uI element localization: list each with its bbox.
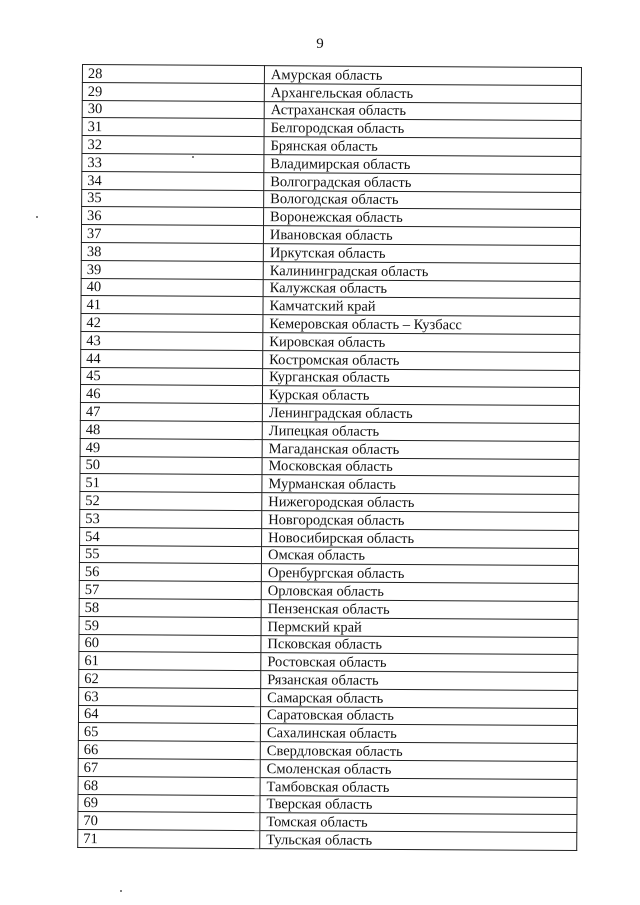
region-name-cell: Калужская область bbox=[263, 279, 580, 299]
row-number-cell: 48 bbox=[80, 420, 262, 439]
region-name-cell: Новосибирская область bbox=[262, 528, 579, 548]
region-name-cell: Амурская область bbox=[264, 66, 581, 86]
row-number-cell: 44 bbox=[81, 349, 263, 368]
row-number-cell: 41 bbox=[81, 296, 263, 315]
region-name-cell: Ростовская область bbox=[261, 653, 578, 673]
region-name-cell: Ивановская область bbox=[263, 226, 580, 246]
region-name-cell: Тверская область bbox=[260, 795, 577, 815]
scan-speck bbox=[36, 216, 38, 218]
region-name-cell: Иркутская область bbox=[263, 244, 580, 264]
region-name-cell: Костромская область bbox=[263, 350, 580, 370]
row-number-cell: 39 bbox=[81, 260, 263, 279]
region-name-cell: Магаданская область bbox=[262, 439, 579, 459]
region-name-cell: Рязанская область bbox=[261, 671, 578, 691]
region-name-cell: Кемеровская область – Кузбасс bbox=[263, 315, 580, 335]
region-name-cell: Ленинградская область bbox=[262, 404, 579, 424]
region-name-cell: Воронежская область bbox=[264, 208, 581, 228]
region-name-cell: Белгородская область bbox=[264, 119, 581, 139]
row-number-cell: 31 bbox=[82, 118, 264, 137]
row-number-cell: 53 bbox=[80, 509, 262, 528]
region-name-cell: Псковская область bbox=[261, 635, 578, 655]
row-number-cell: 61 bbox=[79, 652, 261, 671]
region-name-cell: Омская область bbox=[261, 546, 578, 566]
row-number-cell: 38 bbox=[81, 242, 263, 261]
row-number-cell: 64 bbox=[78, 705, 260, 724]
row-number-cell: 57 bbox=[79, 581, 261, 600]
row-number-cell: 67 bbox=[78, 759, 260, 778]
region-name-cell: Владимирская область bbox=[264, 155, 581, 175]
row-number-cell: 51 bbox=[80, 474, 262, 493]
row-number-cell: 58 bbox=[79, 598, 261, 617]
row-number-cell: 50 bbox=[80, 456, 262, 475]
region-name-cell: Тульская область bbox=[260, 831, 577, 851]
region-name-cell: Курская область bbox=[262, 386, 579, 406]
regions-table-body bbox=[78, 65, 582, 851]
region-name-cell: Волгоградская область bbox=[264, 172, 581, 192]
table-row bbox=[78, 830, 577, 851]
row-number-cell: 62 bbox=[79, 670, 261, 689]
region-name-cell: Томская область bbox=[260, 813, 577, 833]
row-number-cell: 29 bbox=[82, 82, 264, 101]
region-name-cell: Липецкая область bbox=[262, 422, 579, 442]
region-name-cell: Смоленская область bbox=[260, 760, 577, 780]
row-number-cell: 43 bbox=[81, 331, 263, 350]
row-number-cell: 28 bbox=[82, 65, 264, 84]
scan-speck bbox=[120, 890, 122, 892]
row-number-cell: 36 bbox=[82, 207, 264, 226]
region-name-cell: Мурманская область bbox=[262, 475, 579, 495]
regions-table bbox=[77, 64, 582, 851]
row-number-cell: 54 bbox=[80, 527, 262, 546]
row-number-cell: 59 bbox=[79, 616, 261, 635]
row-number-cell: 70 bbox=[78, 812, 260, 831]
region-name-cell: Брянская область bbox=[264, 137, 581, 157]
row-number-cell: 30 bbox=[82, 100, 264, 119]
region-name-cell: Тамбовская область bbox=[260, 777, 577, 797]
row-number-cell: 40 bbox=[81, 278, 263, 297]
region-name-cell: Новгородская область bbox=[262, 511, 579, 531]
region-name-cell: Сахалинская область bbox=[260, 724, 577, 744]
row-number-cell: 33 bbox=[82, 153, 264, 172]
region-name-cell: Курганская область bbox=[263, 368, 580, 388]
row-number-cell: 56 bbox=[79, 563, 261, 582]
region-name-cell: Калининградская область bbox=[263, 261, 580, 281]
region-name-cell: Орловская область bbox=[261, 582, 578, 602]
region-name-cell: Свердловская область bbox=[260, 742, 577, 762]
region-name-cell: Камчатский край bbox=[263, 297, 580, 317]
row-number-cell: 66 bbox=[78, 741, 260, 760]
region-name-cell: Вологодская область bbox=[264, 190, 581, 210]
region-name-cell: Самарская область bbox=[261, 688, 578, 708]
region-name-cell: Астраханская область bbox=[264, 101, 581, 121]
row-number-cell: 71 bbox=[78, 830, 260, 849]
row-number-cell: 32 bbox=[82, 136, 264, 155]
row-number-cell: 65 bbox=[78, 723, 260, 742]
row-number-cell: 34 bbox=[82, 171, 264, 190]
row-number-cell: 46 bbox=[80, 385, 262, 404]
region-name-cell: Московская область bbox=[262, 457, 579, 477]
row-number-cell: 60 bbox=[79, 634, 261, 653]
region-name-cell: Оренбургская область bbox=[261, 564, 578, 584]
row-number-cell: 45 bbox=[81, 367, 263, 386]
row-number-cell: 49 bbox=[80, 438, 262, 457]
region-name-cell: Пензенская область bbox=[261, 600, 578, 620]
region-name-cell: Пермский край bbox=[261, 617, 578, 637]
row-number-cell: 68 bbox=[78, 776, 260, 795]
page-number: 9 bbox=[316, 36, 324, 52]
region-name-cell: Саратовская область bbox=[260, 706, 577, 726]
row-number-cell: 69 bbox=[78, 794, 260, 813]
row-number-cell: 55 bbox=[79, 545, 261, 564]
row-number-cell: 52 bbox=[80, 492, 262, 511]
row-number-cell: 42 bbox=[81, 314, 263, 333]
row-number-cell: 63 bbox=[79, 687, 261, 706]
scan-speck bbox=[192, 156, 194, 158]
row-number-cell: 37 bbox=[81, 225, 263, 244]
region-name-cell: Кировская область bbox=[263, 333, 580, 353]
row-number-cell: 47 bbox=[80, 403, 262, 422]
region-name-cell: Архангельская область bbox=[264, 83, 581, 103]
region-name-cell: Нижегородская область bbox=[262, 493, 579, 513]
row-number-cell: 35 bbox=[82, 189, 264, 208]
